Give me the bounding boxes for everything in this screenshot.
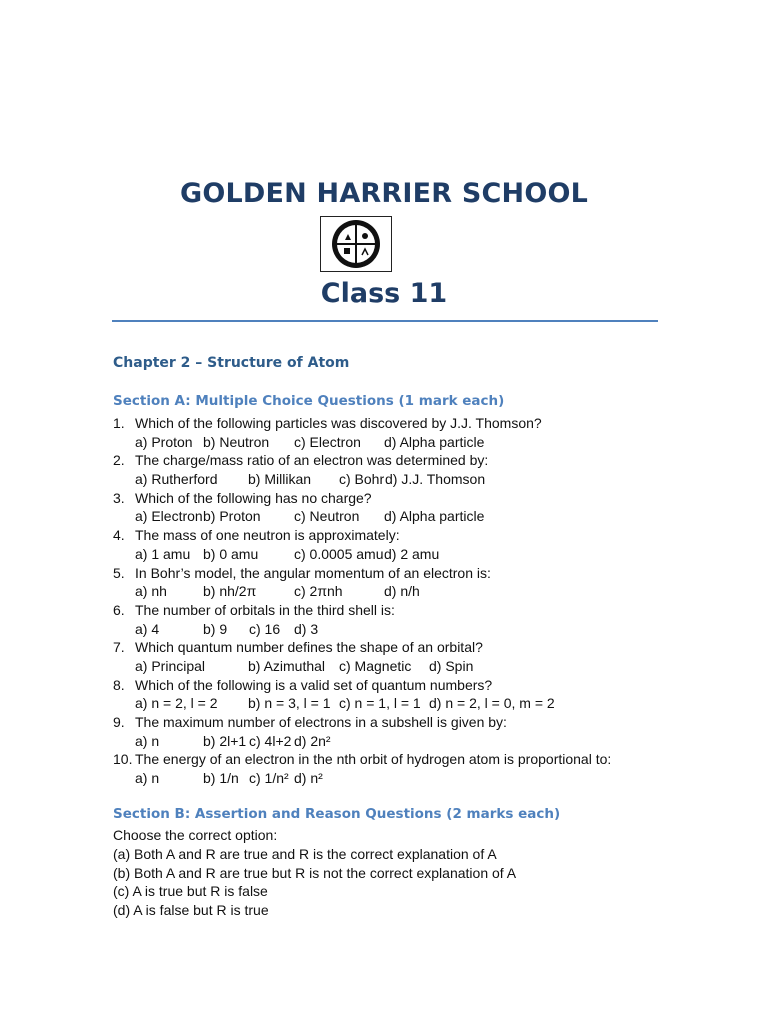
school-name: GOLDEN HARRIER SCHOOL <box>179 178 589 209</box>
question-text: The number of orbitals in the third shell is: <box>135 601 395 618</box>
question-number: 6. <box>113 601 125 618</box>
option-c: c) 2πnh <box>294 583 343 600</box>
question-text: Which of the following particles was discovered by J.J. Thomson? <box>135 415 542 431</box>
option-c: c) Bohr <box>339 471 385 488</box>
option-b: b) Proton <box>203 508 261 525</box>
option-d: d) 2 amu <box>384 545 440 562</box>
chapter-heading: Chapter 2 – Structure of Atom <box>113 355 350 371</box>
question-text: The maximum number of electrons in a subshell is given by: <box>135 714 507 730</box>
question-number: 9. <box>113 714 125 730</box>
option-a: a) n <box>135 770 160 787</box>
option-a: a) 4 <box>135 620 160 637</box>
choice-a: (a) Both A and R are true and R is the correct explanation of A <box>113 845 497 862</box>
question-text: The mass of one neutron is approximately: <box>135 527 400 544</box>
section-a-heading: Section A: Multiple Choice Questions (1 mark each) <box>113 393 505 409</box>
option-a: a) n = 2, l = 2 <box>135 695 218 712</box>
question-number: 2. <box>113 452 125 469</box>
choice-c: (c) A is true but R is false <box>113 883 268 900</box>
option-d: d) 2n² <box>294 732 331 749</box>
choice-b: (b) Both A and R are true but R is not the correct explanation of A <box>113 864 517 881</box>
title-divider <box>112 320 658 322</box>
assertion-reason-instructions <box>113 826 516 920</box>
option-c: c) n = 1, l = 1 <box>339 695 421 712</box>
question-number: 3. <box>113 489 125 506</box>
option-b: b) Neutron <box>203 433 270 450</box>
question-number: 7. <box>113 639 125 656</box>
option-a: a) Rutherford <box>135 471 218 488</box>
option-a: a) nh <box>135 583 167 600</box>
question-text: Which of the following has no charge? <box>135 489 372 506</box>
option-d: d) n = 2, l = 0, m = 2 <box>429 695 555 712</box>
section-b-heading: Section B: Assertion and Reason Questions (2 marks each) <box>113 806 561 822</box>
option-b: b) n = 3, l = 1 <box>248 695 331 712</box>
option-c: c) 16 <box>249 620 281 637</box>
option-c: c) Electron <box>294 433 361 450</box>
option-d: d) n/h <box>384 583 420 600</box>
question-text: Which quantum number defines the shape of an orbital? <box>135 639 483 656</box>
option-a: a) Proton <box>135 433 193 450</box>
question-number: 4. <box>113 527 125 544</box>
question-text: Which of the following is a valid set of quantum numbers? <box>135 676 493 693</box>
option-b: b) 1/n <box>203 770 239 787</box>
option-c: c) 1/n² <box>249 770 289 787</box>
option-b: b) 2l+1 <box>203 732 247 749</box>
option-a: a) n <box>135 732 160 749</box>
option-d: d) n² <box>294 770 323 787</box>
option-d: d) 3 <box>294 620 319 637</box>
option-d: d) Spin <box>429 657 474 674</box>
option-d: d) Alpha particle <box>384 508 485 525</box>
question-number: 1. <box>113 415 125 431</box>
option-c: c) Magnetic <box>339 657 412 674</box>
option-d: d) J.J. Thomson <box>385 471 486 488</box>
question-text: The energy of an electron in the nth orbit of hydrogen atom is proportional to: <box>135 751 612 768</box>
option-c: c) 0.0005 amu <box>294 545 384 562</box>
option-a: a) Principal <box>135 657 206 674</box>
option-b: b) Azimuthal <box>248 657 326 674</box>
question-text: In Bohr’s model, the angular momentum of an electron is: <box>135 564 491 581</box>
option-b: b) 9 <box>203 620 228 637</box>
choice-d: (d) A is false but R is true <box>113 902 269 919</box>
option-c: c) 4l+2 <box>249 732 292 749</box>
instruction-line: Choose the correct option: <box>113 827 278 843</box>
option-c: c) Neutron <box>294 508 360 525</box>
option-a: a) 1 amu <box>135 545 191 562</box>
question-number: 5. <box>113 564 125 581</box>
question-number: 10. <box>113 751 133 768</box>
question-text: The charge/mass ratio of an electron was determined by: <box>135 452 489 469</box>
option-b: b) 0 amu <box>203 545 259 562</box>
school-crest-icon <box>320 216 392 272</box>
question-number: 8. <box>113 676 125 693</box>
option-d: d) Alpha particle <box>384 433 485 450</box>
option-b: b) nh/2π <box>203 583 257 600</box>
class-title: Class 11 <box>320 278 448 309</box>
option-a: a) Electron <box>135 508 203 525</box>
option-b: b) Millikan <box>248 471 312 488</box>
